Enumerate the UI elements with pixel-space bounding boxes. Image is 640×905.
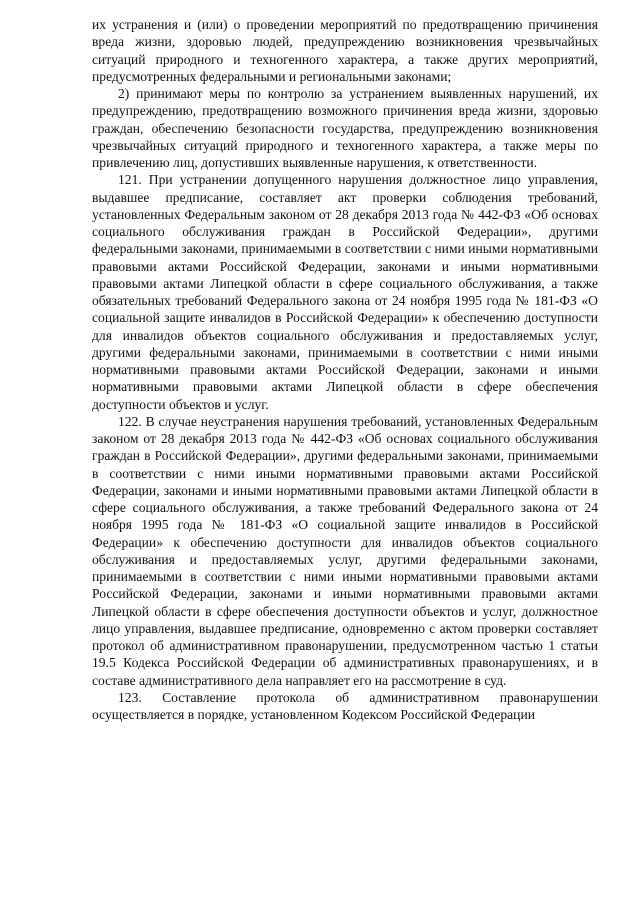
paragraph-item-2: 2) принимают меры по контролю за устранением выявленных нарушений, их предупреждению, предотвращению возможного причинения вреда жизни, здоровью граждан, обеспечению безопасности государства, предупреждению возникновения чрезвычайных ситуаций природного и техногенного характера, а также меры по привлечению лиц, допустивших выявленные нарушения, к ответственности. [92,86,598,170]
document-body [92,16,598,723]
paragraph-continuation: их устранения и (или) о проведении мероприятий по предотвращению причинения вреда жизни, здоровью людей, предупреждению возникновения чрезвычайных ситуаций природного и техногенного характера, а также других мероприятий, предусмотренных федеральными и региональными законами; [92,17,598,84]
paragraph-122: 122. В случае неустранения нарушения требований, установленных Федеральным законом от 28 декабря 2013 года № 442-ФЗ «Об основах социального обслуживания граждан в Российской Федерации», другими федеральными законами, принимаемыми в соответствии с ними иными нормативными правовыми актами Российской Федерации, законами и иными нормативными правовыми актами Липецкой области в сфере социального обслуживания, а также требований Федерального закона от 24 ноября 1995 года № 181-ФЗ «О социальной защите инвалидов в Российской Федерации» к обеспечению доступности для инвалидов объектов социального обслуживания и предоставляемых услуг, другими федеральными законами, принимаемыми в соответствии с ними иными нормативными правовыми актами Российской Федерации, законами и иными нормативными правовыми актами Липецкой области в сфере обеспечения доступности объектов и услуг, должностное лицо управления, выдавшее предписание, одновременно с актом проверки составляет протокол об административном правонарушении, предусмотренном частью 1 статьи 19.5 Кодекса Российской Федерации об административных правонарушениях, и в составе административного дела направляет его на рассмотрение в суд. [92,413,598,688]
paragraph-123: 123. Составление протокола об административном правонарушении осуществляется в порядке, установленном Кодексом Российской Федерации [92,689,598,722]
paragraph-121: 121. При устранении допущенного нарушения должностное лицо управления, выдавшее предписание, составляет акт проверки соблюдения требований, установленных Федеральным законом от 28 декабря 2013 года № 442-ФЗ «Об основах социального обслуживания граждан в Российской Федерации», другими федеральными законами, принимаемыми в соответствии с ними иными нормативными правовыми актами Российской Федерации, законами и иными нормативными правовыми актами Липецкой области в сфере социального обслуживания, а также обязательных требований Федерального закона от 24 ноября 1995 года № 181-ФЗ «О социальной защите инвалидов в Российской Федерации» к обеспечению доступности для инвалидов объектов социального обслуживания и предоставляемых услуг, другими федеральными законами, принимаемыми в соответствии с ними иными нормативными правовыми актами Российской Федерации, законами и иными нормативными правовыми актами Липецкой области в сфере обеспечения доступности объектов и услуг. [92,172,598,412]
